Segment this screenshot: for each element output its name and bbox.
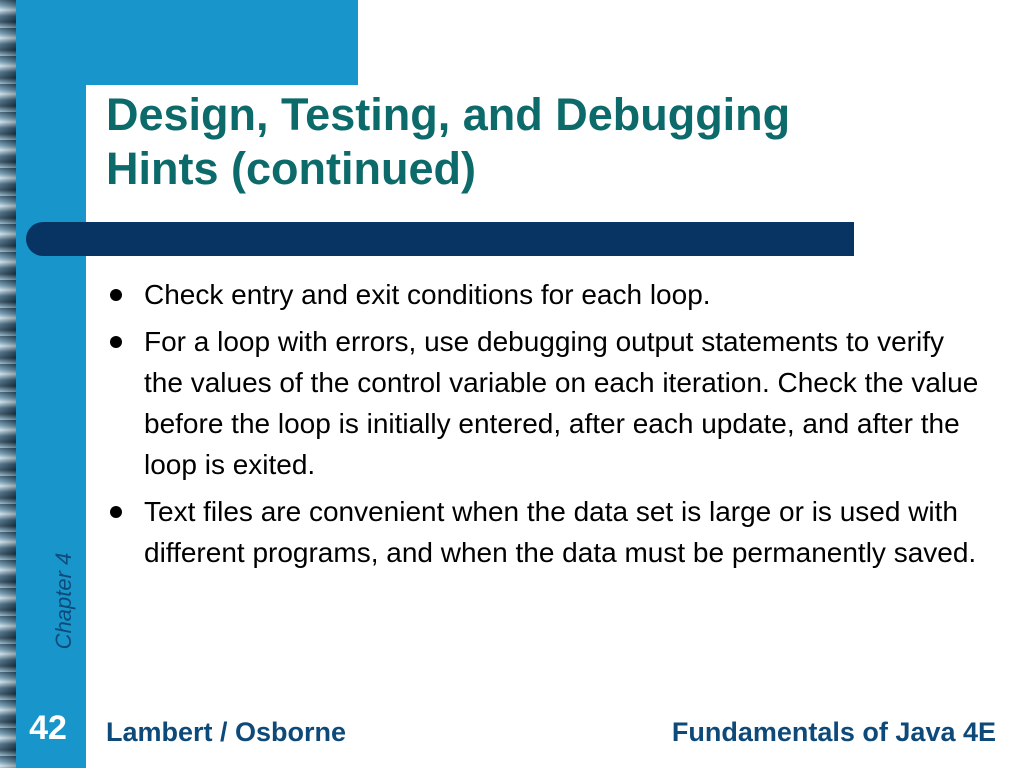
bullet-text: Text files are convenient when the data set is large or is used with different programs, and when the data must be permanently saved. bbox=[144, 496, 977, 568]
top-accent-panel bbox=[16, 0, 358, 85]
bullet-item bbox=[106, 274, 986, 315]
bullet-dot-icon bbox=[110, 336, 122, 348]
slide-title bbox=[106, 88, 986, 196]
title-underline-bar bbox=[26, 222, 854, 256]
bullet-list bbox=[106, 274, 986, 579]
slide-title-line-1: Design, Testing, and Debugging bbox=[106, 89, 791, 140]
chapter-label: Chapter 4 bbox=[51, 552, 76, 650]
footer-authors: Lambert / Osborne bbox=[106, 717, 347, 747]
slide-title-line-2: Hints (continued) bbox=[106, 143, 476, 194]
bullet-text: Check entry and exit conditions for each loop. bbox=[144, 279, 711, 310]
bullet-text: For a loop with errors, use debugging output statements to verify the values of the control variable on each iteration. Check the value before the loop is initially entered, after each update, and after the loop is exited. bbox=[144, 326, 979, 480]
building-photo-strip bbox=[0, 0, 16, 768]
page-number: 42 bbox=[29, 709, 67, 747]
bullet-dot-icon bbox=[110, 506, 122, 518]
bullet-item bbox=[106, 491, 986, 573]
bullet-dot-icon bbox=[110, 289, 122, 301]
bullet-item bbox=[106, 321, 986, 485]
footer-book-title: Fundamentals of Java 4E bbox=[671, 717, 996, 747]
